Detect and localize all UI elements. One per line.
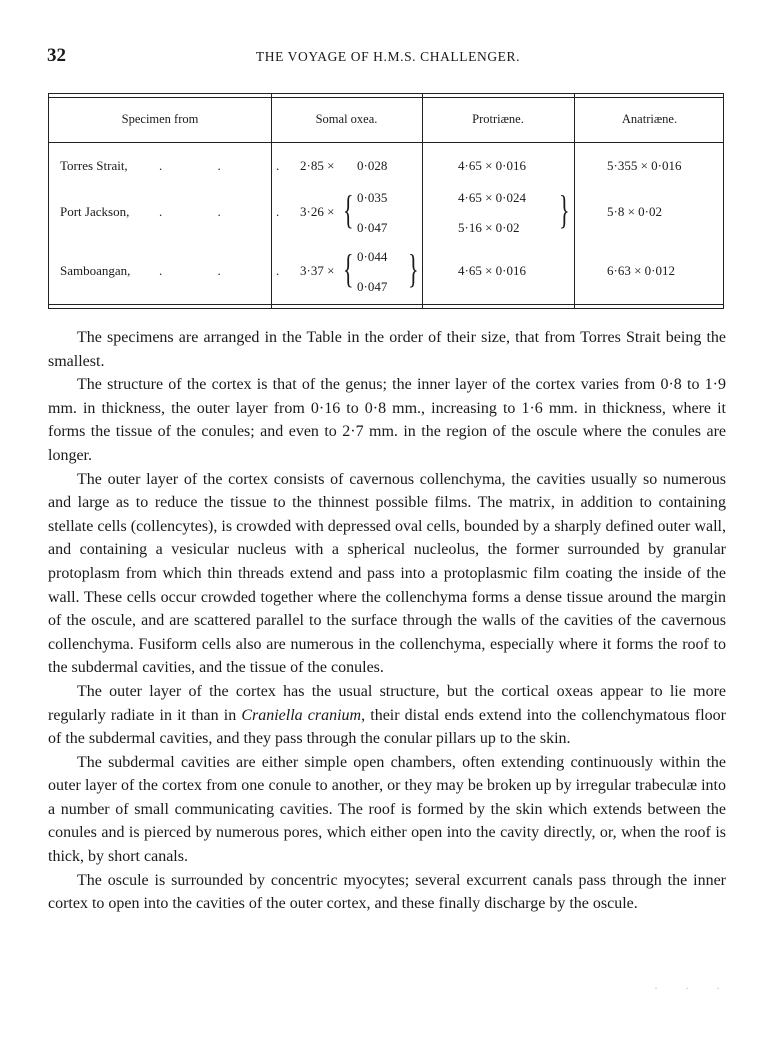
protriaene-value: 4·65 × 0·024 bbox=[458, 190, 526, 205]
table-rule-header bbox=[49, 142, 723, 143]
column-header-somal-oxea: Somal oxea. bbox=[315, 112, 378, 126]
leader-dots: . . . bbox=[159, 158, 306, 173]
measurements-table bbox=[48, 93, 724, 309]
scan-specks: · · · bbox=[654, 981, 732, 995]
paragraph: The structure of the cortex is that of the genus; the inner layer of the cortex varies from 0·8 to 1·9 mm. in thickness, the outer layer from 0·16 to 0·8 mm., increasing to 1·6 mm. in thickness, where it forms the tissue of the conules; and even to 2·7 mm. in the region of the oscule where the conules are longer. bbox=[48, 376, 726, 464]
paragraph: The oscule is surrounded by concentric myocytes; several excurrent canals pass through the inner cortex to open into the cavities of the outer cortex, and these finally discharge by the oscule. bbox=[48, 871, 726, 913]
species-name-italic: Craniella cranium bbox=[241, 706, 362, 724]
right-brace: } bbox=[559, 187, 570, 232]
somal-oxea-width: 0·047 bbox=[357, 279, 388, 294]
table-rule-top bbox=[49, 97, 723, 98]
protriaene-value: 5·16 × 0·02 bbox=[458, 220, 520, 235]
leader-dots: . . . bbox=[159, 263, 306, 278]
right-brace: } bbox=[408, 246, 419, 291]
paragraph bbox=[48, 680, 726, 751]
somal-oxea-width: 0·044 bbox=[357, 249, 388, 264]
column-header-specimen: Specimen from bbox=[121, 112, 199, 126]
body-text bbox=[48, 326, 726, 916]
column-header-anatriaene: Anatriæne. bbox=[621, 112, 678, 126]
paragraph: The specimens are arranged in the Table in the order of their size, that from Torres Strait being the smallest. bbox=[48, 329, 726, 370]
somal-oxea-length: 3·26 × bbox=[300, 204, 335, 219]
paragraph: The subdermal cavities are either simple open chambers, often extending continuously within the outer layer of the cortex from one conule to another, or they may be broken up by irregular trabeculæ into a number of small communicating cavities. The roof is formed by the skin which extends between the conules and is pierced by numerous pores, which either open into the cavity directly, or, when the roof is thick, by short canals. bbox=[48, 753, 726, 866]
anatriaene-value: 5·8 × 0·02 bbox=[607, 204, 662, 219]
somal-oxea-length: 3·37 × bbox=[300, 263, 335, 278]
somal-oxea-width: 0·028 bbox=[357, 158, 388, 173]
protriaene-value: 4·65 × 0·016 bbox=[458, 263, 526, 278]
somal-oxea-width: 0·035 bbox=[357, 190, 388, 205]
protriaene-value: 4·65 × 0·016 bbox=[458, 158, 526, 173]
leader-dots: . . . bbox=[159, 204, 306, 219]
specimen-name: Samboangan, bbox=[60, 263, 131, 278]
somal-oxea-width: 0·047 bbox=[357, 220, 388, 235]
somal-oxea-length: 2·85 × bbox=[300, 158, 335, 173]
paragraph-text: , their distal ends extend into the collenchymatous floor of the subdermal cavities, and they pass through the conular pillars up to the skin. bbox=[48, 706, 726, 748]
left-brace: { bbox=[343, 187, 354, 232]
paragraph: The outer layer of the cortex consists of cavernous collenchyma, the cavities usually so numerous and large as to reduce the tissue to the thinnest possible films. The matrix, in addition to containing stellate cells (collencytes), is crowded with depressed oval cells, bounded by a sharply defined outer wall, and containing a vesicular nucleus with a spherical nucleolus, the former surrounded by granular protoplasm from which thin threads extend and pass into a protoplasmic film coating the inside of the wall. These cells occur crowded together where the collenchyma forms a dense tissue around the margin of the oscule, and are scattered parallel to the surface through the walls of the cavities of the cavernous collenchyma. Fusiform cells also are numerous in the collenchyma, especially where it forms the roof to the subdermal cavities, and the tissue of the conules. bbox=[48, 470, 726, 677]
running-title: THE VOYAGE OF H.M.S. CHALLENGER. bbox=[255, 49, 521, 64]
anatriaene-value: 6·63 × 0·012 bbox=[607, 263, 675, 278]
left-brace: { bbox=[343, 246, 354, 291]
specimen-name: Port Jackson, bbox=[60, 204, 130, 219]
anatriaene-value: 5·355 × 0·016 bbox=[607, 158, 682, 173]
table-rule-bottom bbox=[49, 304, 723, 305]
specimen-name: Torres Strait, bbox=[60, 158, 128, 173]
page-number: 32 bbox=[47, 45, 66, 66]
column-header-protriaene: Protriæne. bbox=[472, 112, 524, 126]
paragraph-text: The outer layer of the cortex has the usual structure, but the cortical oxeas appear to lie more regularly radiate in it than in bbox=[48, 682, 726, 724]
